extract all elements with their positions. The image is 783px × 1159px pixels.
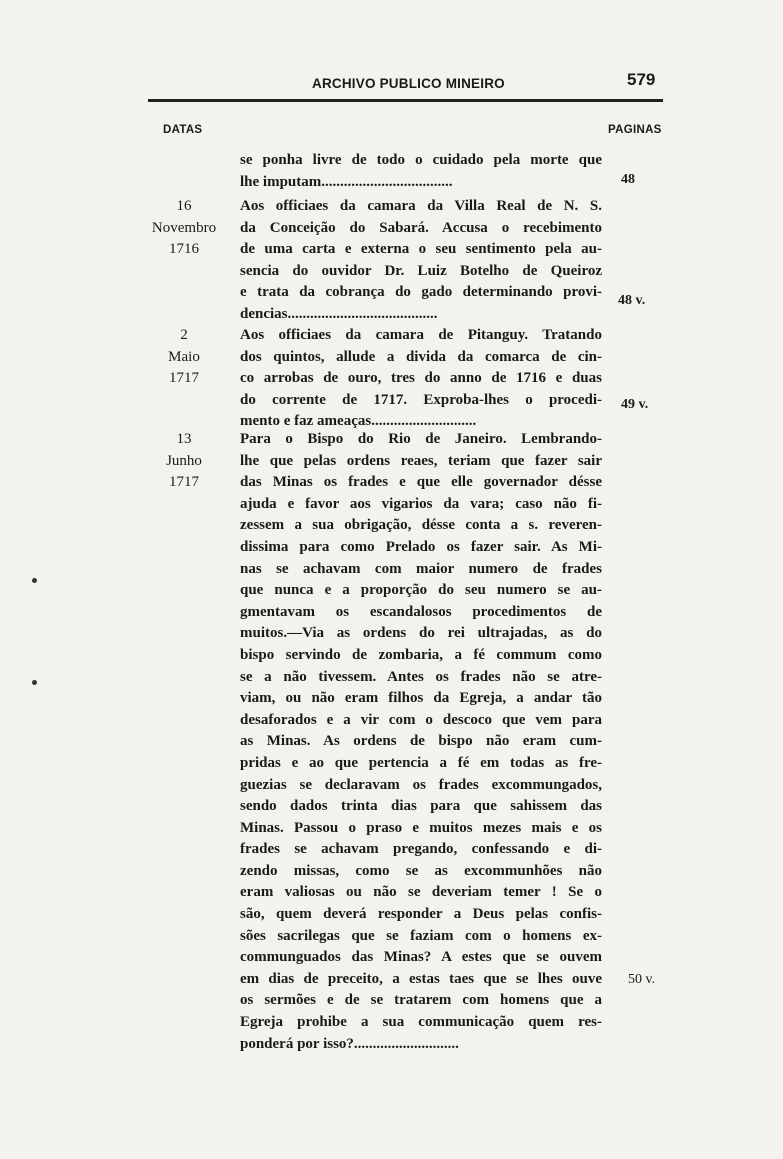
text-line: se a não tivessem. Antes os frades não se atre-	[240, 668, 602, 685]
text-line: Aos officiaes da camara de Pitanguy. Tratando	[240, 327, 602, 343]
date-month: Junho	[166, 452, 202, 469]
text-line: Egreja prohibe a sua communicação quem res-	[240, 1014, 602, 1031]
date-day: 16	[176, 198, 192, 214]
date-month: Maio	[168, 348, 200, 365]
text-line: muitos.—Via as ordens do rei ultrajadas, as do	[240, 625, 602, 642]
text-line: ajuda e favor aos vigarios da vara; caso não fi-	[240, 495, 602, 512]
entry-text	[240, 196, 602, 326]
running-head	[0, 70, 783, 98]
text-line: nas se achavam com maior numero de frades	[240, 560, 602, 577]
text-line: de uma carta e externa o seu sentimento pela au-	[240, 241, 602, 258]
entry-date	[148, 429, 220, 494]
text-line: sões sacrilegas que se faziam com o homens ex-	[240, 927, 602, 944]
entry-text	[240, 325, 602, 433]
margin-dot	[32, 578, 37, 583]
date-year: 1716	[169, 241, 199, 258]
text-line: Aos officiaes da camara da Villa Real de N. S.	[240, 198, 602, 214]
page-reference: 48	[621, 172, 635, 187]
text-line: lhe imputam...................................	[240, 173, 453, 190]
header-rule	[148, 99, 663, 102]
margin-dot	[32, 680, 37, 685]
text-line: guezias se declaravam os frades excommungados,	[240, 776, 602, 793]
date-month: Novembro	[151, 219, 217, 236]
text-line: das Minas os frades e que elle governador désse	[240, 474, 602, 491]
text-line: os sermões e de se tratarem com homens que a	[240, 992, 602, 1009]
entry-date	[148, 196, 220, 261]
date-year: 1717	[169, 474, 199, 491]
text-line: lhe que pelas ordens reaes, teriam que fazer sair	[240, 452, 602, 469]
text-line: communguados das Minas? A estes que se ouvem	[240, 949, 602, 966]
text-line: dencias........................................	[240, 305, 438, 322]
text-line: Para o Bispo do Rio de Janeiro. Lembrando-	[240, 431, 602, 447]
text-line: pridas e ao que pertencia a fé em todas as fre-	[240, 754, 602, 771]
text-line: as Minas. As ordens de bispo não eram cum-	[240, 733, 602, 750]
date-year: 1717	[169, 370, 199, 387]
text-line: co arrobas de ouro, tres do anno de 1716 e duas	[240, 370, 602, 387]
text-line: que nunca e a proporção do seu numero se au-	[240, 582, 602, 599]
text-line: do corrente de 1717. Exproba-lhes o procedi-	[240, 391, 602, 408]
text-line: da Conceição do Sabará. Accusa o recebimento	[240, 219, 602, 236]
running-title: ARCHIVO PUBLICO MINEIRO	[312, 76, 505, 91]
entry-date	[148, 325, 220, 390]
entry-text	[240, 150, 602, 193]
date-day: 13	[176, 431, 192, 447]
text-line: sendo dados trinta dias para que sahissem das	[240, 798, 602, 815]
text-line: em dias de preceito, a estas taes que se lhes ouve	[240, 970, 602, 987]
text-line: dos quintos, allude a divida da comarca de cin-	[240, 348, 602, 365]
text-line: mento e faz ameaças............................	[240, 413, 477, 430]
text-line: desaforados e a vir com o descoco que vem para	[240, 711, 602, 728]
text-line: gmentavam os escandalosos procedimentos de	[240, 603, 602, 620]
text-line: zessem a sua obrigação, désse conta a s. reveren-	[240, 517, 602, 534]
text-line: sencia do ouvidor Dr. Luiz Botelho de Queiroz	[240, 262, 602, 279]
text-line: eram valiosas ou não se deveriam temer ! Se o	[240, 884, 602, 901]
page-number: 579	[627, 70, 656, 89]
date-day: 2	[180, 327, 188, 343]
text-line: zendo missas, como se as excommunhões não	[240, 862, 602, 879]
text-line: frades se achavam pregando, confessando e di-	[240, 841, 602, 858]
page-reference: 50 v.	[628, 972, 656, 987]
text-line: Minas. Passou o praso e muitos mezes mais e os	[240, 819, 602, 836]
text-line: ponderá por isso?............................	[240, 1035, 459, 1052]
page-reference: 48 v.	[618, 293, 646, 308]
page-reference: 49 v.	[621, 397, 649, 412]
text-line: dissima para como Prelado os fazer sair. As Mi-	[240, 538, 602, 555]
text-line: são, quem deverá responder a Deus pelas confis-	[240, 906, 602, 923]
entry-text	[240, 429, 602, 1055]
text-line: viam, ou não eram filhos da Egreja, a andar tão	[240, 690, 602, 707]
column-heading-paginas: PAGINAS	[608, 124, 662, 136]
text-line: e trata da cobrança do gado determinando provi-	[240, 284, 602, 301]
text-line: se ponha livre de todo o cuidado pela morte que	[240, 152, 602, 168]
column-heading-datas: DATAS	[163, 124, 203, 136]
text-line: bispo servindo de zombaria, a fé commum como	[240, 646, 602, 663]
